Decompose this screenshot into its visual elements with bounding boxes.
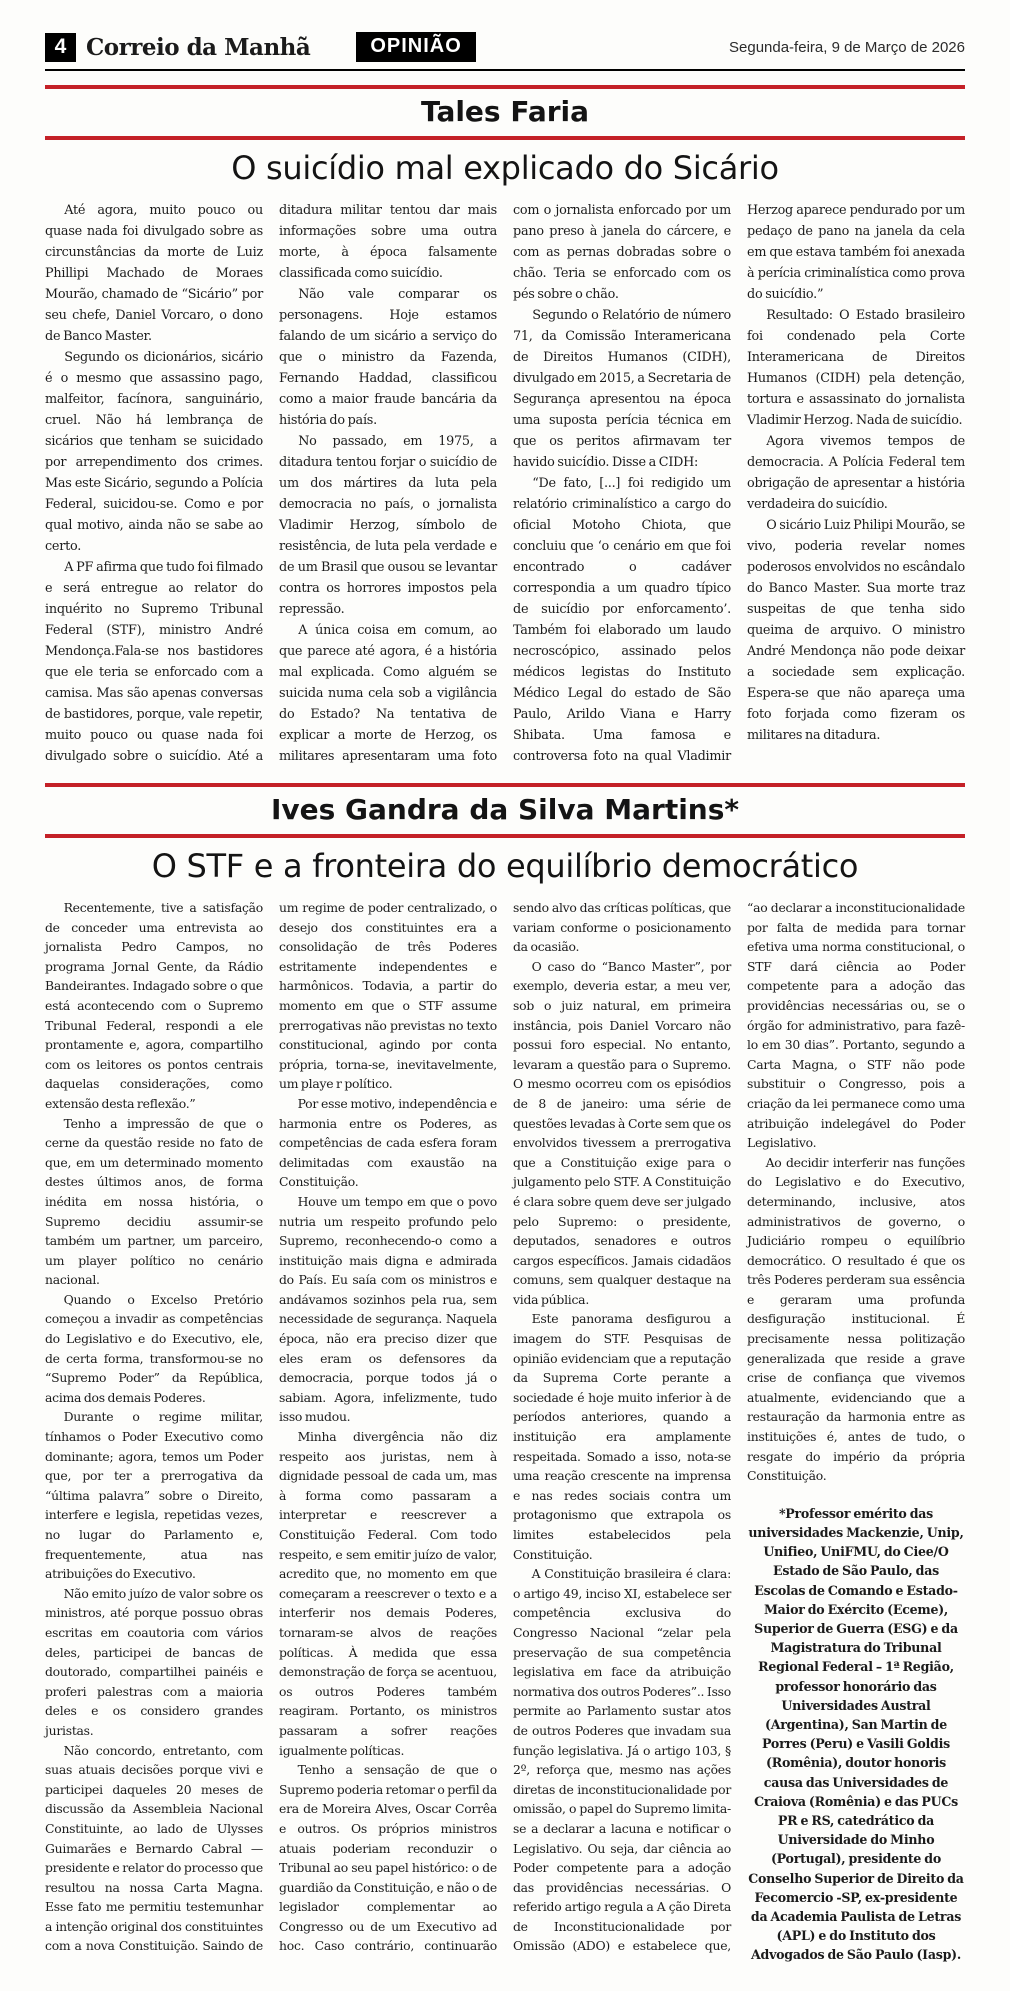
article-paragraph: A PF afirma que tudo foi filmado e será entregue ao relator do inquérito no Supremo Tribunal Federal (STF), ministro André Mendonça.Fala-se nos bastidores que ele teria se enforcado com a camisa. Mas são apenas conversas de bastidores, porque, vale repetir, muito pouco ou quase nada foi divulgado sobre o suicídio. Até a ditadura militar tentou dar mais informações sobre uma outra morte, à época falsamente classificada como suicídio. <box>45 203 497 764</box>
article-paragraph: Segundo o Relatório de número 71, da Comissão Interamericana de Direitos Humanos (CIDH), divulgado em 2015, a Secretaria de Segurança apresentou na época uma suposta perícia técnica em que os peritos afirmavam ter havido suicídio. Disse a CIDH: <box>513 308 731 470</box>
article-paragraph: Recentemente, tive a satisfação de conceder uma entrevista ao jornalista Pedro Campos, no programa Jornal Gente, da Rádio Bandeirantes. Indagado sobre o que está acontecendo com o Supremo Tribunal Federal, respondi a ele prontamente e, agora, compartilho com os leitores os pontos centrais daquelas considerações, como extensão desta reflexão.” <box>45 900 263 1111</box>
article2-body <box>45 898 965 1965</box>
article-paragraph: O caso do “Banco Master”, por exemplo, deveria estar, a meu ver, sob o juiz natural, em primeira instância, pois Daniel Vorcaro não possui foro especial. No entanto, levaram a questão para o Supremo. O mesmo ocorreu com os episódios de 8 de janeiro: uma série de questões levadas à Corte sem que os envolvidos tivessem a prerrogativa que a Constituição exige para o julgamento pelo STF. A Constituição é clara sobre quem deve ser julgado pelo Supremo: o presidente, deputados, senadores e outros cargos específicos. Jamais cidadãos comuns, sem qualquer destaque na vida pública. <box>513 958 731 1307</box>
article-paragraph: Por esse motivo, independência e harmonia entre os Poderes, as competências de cada esfera foram delimitadas com exaustão na Constituição. <box>279 1095 497 1190</box>
article-paragraph: Tenho a sensação de que o Supremo poderia retomar o perfil da era de Moreira Alves, Oscar Corrêa e outros. Os próprios ministros atuais poderiam reconduzir o Tribunal ao seu papel histórico: o de guardião da Constituição, e não o de legislador complementar ao Congresso ou de um Executivo ad hoc. Caso contrário, continuarão sendo alvo das críticas políticas, que variam conforme o posicionamento da ocasião. <box>279 900 731 1954</box>
article-paragraph: Não concordo, entretanto, com suas atuais decisões porque vivi e participei daqueles 20 meses de discussão da Assembleia Nacional Constituinte, ao lado de Ulysses Guimarães e Bernardo Cabral — presidente e relator do processo que resultou na nossa Carta Magna. Esse fato me permitiu testemunhar a intenção original dos constituintes com a nova Constituição. Saindo de um regime de poder centralizado, o desejo dos constituintes era a consolidação de três Poderes estritamente independentes e harmônicos. Todavia, a partir do momento em que o STF assume prerrogativas não previstas no texto constitucional, agindo por conta própria, torna-se, inevitavelmente, um playe r político. <box>45 900 497 1954</box>
article2-headline: O STF e a fronteira do equilíbrio democrático <box>151 847 859 885</box>
section-badge: OPINIÃO <box>356 32 475 62</box>
article-paragraph: A única coisa em comum, ao que parece até agora, é a história mal explicada. Como alguém se suicida numa cela sob a vigilância do Estado? Na tentativa de explicar a morte de Herzog, os militares apresentaram uma foto com o jornalista enforcado por um pano preso à janela do cárcere, e com as pernas dobradas sobre o chão. Teria se enforcado com os pés sobre o chão. <box>279 203 731 764</box>
article-stf-equilibrio <box>45 783 965 1965</box>
article-paragraph: Não vale comparar os personagens. Hoje estamos falando de um sicário a serviço do que o ministro da Fazenda, Fernando Haddad, classificou como a maior fraude bancária da história do país. <box>279 287 497 428</box>
article-paragraph: Durante o regime militar, tínhamos o Poder Executivo como dominante; agora, temos um Poder que, por ter a prerrogativa da “última palavra” sobre o Direito, interfere e legisla, repetidas vezes, no lugar do Parlamento e, frequentemente, atua nas atribuições do Executivo. <box>45 1409 263 1582</box>
article-paragraph: Houve um tempo em que o povo nutria um respeito profundo pelo Supremo, reconhecendo-o como a instituição mais digna e admirada do País. Eu saía com os ministros e andávamos sozinhos pela rua, sem necessidade de segurança. Naquela época, não era preciso dizer que eles eram os defensores da democracia, porque todos já o sabiam. Agora, infelizmente, tudo isso mudou. <box>279 1193 497 1425</box>
article-paragraph: Não emito juízo de valor sobre os ministros, até porque possuo obras escritas em coautoria com vários deles, participei de bancas de doutorado, compartilhei painéis e proferi palestras com a maioria deles e os considero grandes juristas. <box>45 1585 263 1738</box>
masthead: Correio da Manhã <box>86 33 311 61</box>
article1-body <box>45 200 965 767</box>
article-paragraph: Até agora, muito pouco ou quase nada foi divulgado sobre as circunstâncias da morte de Luiz Phillipi Machado de Moraes Mourão, chamado de “Sicário” por seu chefe, Daniel Vorcaro, o dono de Banco Master. <box>45 203 263 344</box>
author-footnote: *Professor emérito das universidades Mackenzie, Unip, Unifieo, UniFMU, do Ciee/O Estado de São Paulo, das Escolas de Comando e Estado-Maior do Exército (Eceme), Superior de Guerra (ESG) e da Magistratura do Tribunal Regional Federal – 1ª Região, professor honorário das Universidades Austral (Argentina), San Martin de Porres (Peru) e Vasili Goldis (Romênia), doutor honoris causa das Universidades de Craiova (Romênia) e das PUCs PR e RS, catedrático da Universidade do Minho (Portugal), presidente do Conselho Superior de Direito da Fecomercio -SP, ex-presidente da Academia Paulista de Letras (APL) e do Instituto dos Advogados de São Paulo (Iasp). <box>748 1505 964 1963</box>
page-header <box>45 32 965 71</box>
article-paragraph: Segundo os dicionários, sicário é o mesmo que assassino pago, malfeitor, facínora, sanguinário, cruel. Não há lembrança de sicários que tenham se suicidado por arrependimento dos crimes. Mas este Sicário, segundo a Polícia Federal, suicidou-se. Como e por qual motivo, ainda não se sabe ao certo. <box>45 350 263 554</box>
edition-date: Segunda-feira, 9 de Março de 2026 <box>729 38 965 56</box>
article-paragraph: Ao decidir interferir nas funções do Legislativo e do Executivo, determinando, inclusive, atos administrativos de governo, o Judiciário rompeu o equilíbrio democrático. O resultado é que os três Poderes perderam sua essência e geraram uma profunda desfiguração institucional. É precisamente nessa politização generalizada que reside a grave crise de confiança que vivemos atualmente, evidenciando que a restauração da harmonia entre as instituições é, antes de tudo, o resgate do império da própria Constituição. <box>747 1154 965 1484</box>
article-paragraph: Este panorama desfigurou a imagem do STF. Pesquisas de opinião evidenciam que a reputação da Suprema Corte perante a sociedade é hoje muito inferior à de períodos anteriores, quando a instituição era amplamente respeitada. Somado a isso, nota-se uma reação crescente na imprensa e nas redes sociais contra um protagonismo que extrapola os limites estabelecidos pela Constituição. <box>513 1311 731 1562</box>
article-paragraph: Tenho a impressão de que o cerne da questão reside no fato de que, em um determinado momento destes últimos anos, de forma inédita em nossa história, o Supremo decidiu assumir-se também um partner, um parceiro, um player político no cenário nacional. <box>45 1115 263 1288</box>
article-paragraph: O sicário Luiz Philipi Mourão, se vivo, poderia revelar nomes poderosos envolvidos no escândalo do Banco Master. Sua morte traz suspeitas de que tenha sido queima de arquivo. O ministro André Mendonça não pode deixar a sociedade sem explicação. Espera-se que não apareça uma foto forjada como fizeram os militares na ditadura. <box>747 518 965 743</box>
article-suicidio-sicario <box>45 85 965 767</box>
article1-byline: Tales Faria <box>420 95 590 128</box>
article-paragraph: Resultado: O Estado brasileiro foi condenado pela Corte Interamericana de Direitos Humanos (CIDH) pela detenção, tortura e assassinato do jornalista Vladimir Herzog. Nada de suicídio. <box>747 308 965 428</box>
article-paragraph: Minha divergência não diz respeito aos juristas, nem à dignidade pessoal de cada um, mas à forma como passaram a interpretar e reescrever a Constituição Federal. Com todo respeito, e sem emitir juízo de valor, acredito que, no momento em que começaram a reescrever o texto e a interferir nos demais Poderes, tornaram-se alvos de reações políticas. À medida que essa demonstração de força se acentuou, os outros Poderes também reagiram. Portanto, os ministros passaram a sofrer reações igualmente políticas. <box>279 1429 497 1758</box>
article-paragraph: “De fato, [...] foi redigido um relatório criminalístico a cargo do oficial Motoho Chiota, que concluiu que ‘o cenário em que foi encontrado o cadáver correspondia a um quadro típico de suicídio por enforcamento’. Também foi elaborado um laudo necroscópico, assinado pelos médicos legistas do Instituto Médico Legal do estado de São Paulo, Arildo Viana e Harry Shibata. Uma famosa e controversa foto na qual Vladimir Herzog aparece pendurado por um pedaço de pano na janela da cela em que estava também foi anexada à perícia criminalística como prova do suicídio.” <box>513 203 965 764</box>
article-paragraph: No passado, em 1975, a ditadura tentou forjar o suicídio de um dos mártires da luta pela democracia no país, o jornalista Vladimir Herzog, símbolo de resistência, de luta pela verdade e de um Brasil que ousou se levantar contra os horrores impostos pela repressão. <box>279 434 497 617</box>
article-paragraph: Quando o Excelso Pretório começou a invadir as competências do Legislativo e do Executivo, ele, de certa forma, transformou-se no “Supremo Poder” da República, acima dos demais Poderes. <box>45 1291 263 1405</box>
article1-headline: O suicídio mal explicado do Sicário <box>231 149 779 187</box>
article-paragraph: A Constituição brasileira é clara: o artigo 49, inciso XI, estabelece ser competência exclusiva do Congresso Nacional “zelar pela preservação de sua competência legislativa em face da atribuição normativa dos outros Poderes”.. Isso permite ao Parlamento sustar atos de outros Poderes que invadam sua função legislativa. Já o artigo 103, § 2º, reforça que, mesmo nas ações diretas de inconstitucionalidade por omissão, o papel do Supremo limita-se a declarar a lacuna e notificar o Legislativo. Ou seja, dar ciência ao Poder competente para a adoção das providências necessárias. O referido artigo regula a A ção Direta de Inconstitucionalidade por Omissão (ADO) e estabelece que, “ao declarar a inconstitucionalidade por falta de medida para tornar efetiva uma norma constitucional, o STF dará ciência ao Poder competente para a adoção das providências necessárias ou, se o órgão for administrativo, para fazê-lo em 30 dias”. Portanto, segundo a Carta Magna, o STF não pode substituir o Congresso, pois a criação da lei permanece como uma atribuição indelegável do Poder Legislativo. <box>513 900 965 1954</box>
article2-byline: Ives Gandra da Silva Martins* <box>270 793 740 826</box>
page-number: 4 <box>45 33 76 62</box>
article-paragraph: Agora vivemos tempos de democracia. A Polícia Federal tem obrigação de apresentar a história verdadeira do suicídio. <box>747 434 965 512</box>
